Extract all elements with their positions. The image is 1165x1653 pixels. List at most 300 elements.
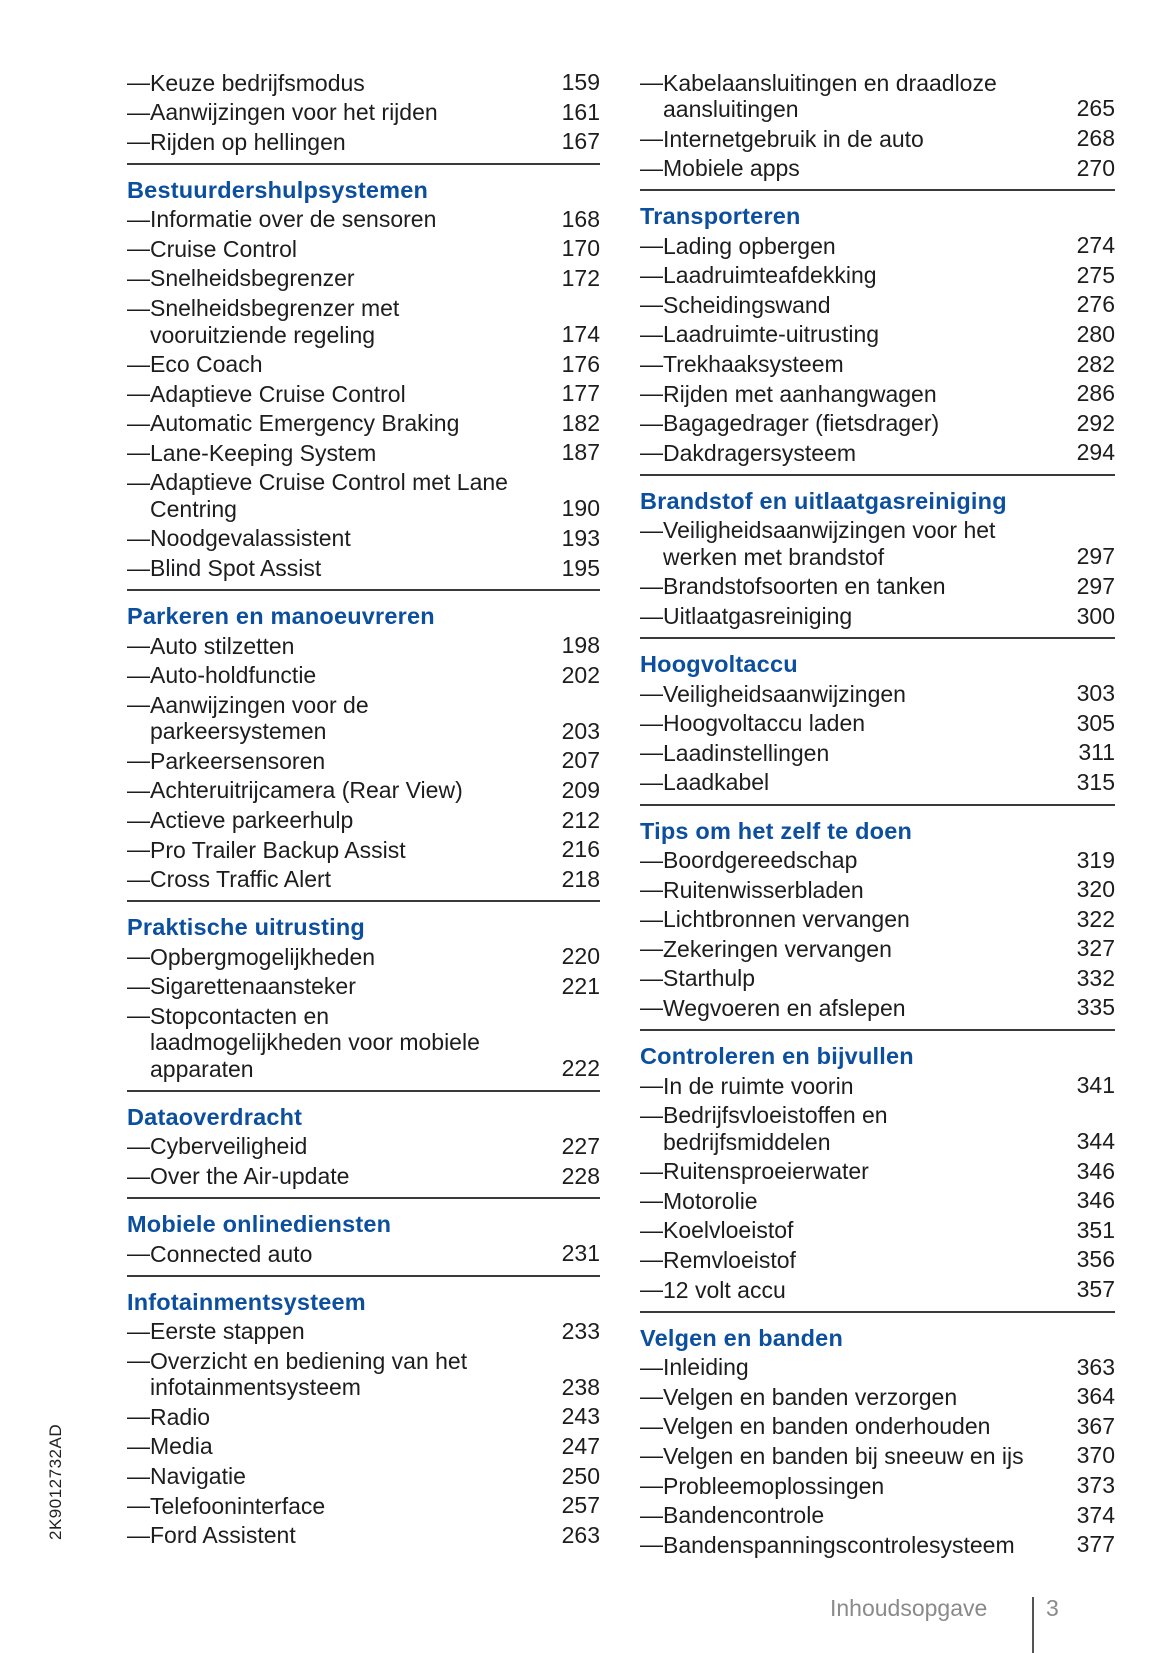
toc-entry[interactable]: [640, 1275, 1115, 1305]
dash-bullet: —: [640, 1246, 663, 1273]
dash-bullet: —: [127, 1162, 150, 1189]
toc-entry-page: 311: [1078, 739, 1115, 766]
toc-entry-page: 274: [1076, 232, 1115, 259]
toc-entry[interactable]: [640, 320, 1115, 350]
dash-bullet: —: [127, 350, 150, 377]
toc-entry-label: Cyberveiligheid: [150, 1133, 308, 1160]
toc-entry[interactable]: [640, 768, 1115, 798]
toc-entry-label: Ruitensproeierwater: [663, 1158, 869, 1185]
toc-entry-page: 341: [1076, 1072, 1115, 1099]
toc-entry-label: Lading opbergen: [663, 232, 836, 259]
dash-bullet: —: [640, 516, 663, 543]
toc-entry[interactable]: [127, 1521, 600, 1551]
toc-entry[interactable]: [127, 1491, 600, 1521]
toc-entry-label: Bagagedrager (fietsdrager): [663, 410, 940, 437]
toc-entry[interactable]: [640, 1186, 1115, 1216]
toc-entry-label-wrap: [640, 905, 910, 935]
dash-bullet: —: [127, 1432, 150, 1459]
toc-entry[interactable]: [127, 98, 600, 128]
toc-entry[interactable]: [127, 264, 600, 294]
toc-entry-label-wrap: [127, 409, 459, 439]
section-heading[interactable]: Dataoverdracht: [127, 1103, 303, 1130]
toc-entry-label-wrap: [127, 1132, 307, 1162]
toc-entry-label: Sigarettenaansteker: [150, 973, 356, 1000]
toc-entry-label: Automatic Emergency Braking: [150, 410, 460, 437]
toc-entry-page: 297: [1076, 572, 1115, 599]
toc-section: [640, 1041, 1115, 1313]
toc-entry[interactable]: [127, 350, 600, 380]
dash-bullet: —: [127, 1132, 150, 1159]
toc-entry[interactable]: [127, 1239, 600, 1269]
section-heading[interactable]: Praktische uitrusting: [127, 914, 365, 941]
toc-entry[interactable]: [640, 602, 1115, 632]
toc-entry-label: Lichtbronnen vervangen: [663, 906, 910, 933]
toc-entry-label: Bedrijfsvloeistoffen en bedrijfsmiddelen: [663, 1102, 888, 1155]
toc-entry-label: Telefooninterface: [150, 1492, 326, 1519]
toc-entry-label-wrap: [127, 524, 351, 554]
dash-bullet: —: [127, 747, 150, 774]
dash-bullet: —: [127, 380, 150, 407]
dash-bullet: —: [640, 572, 663, 599]
toc-entry[interactable]: [640, 261, 1115, 291]
toc-entry-page: 292: [1076, 409, 1115, 436]
toc-entry-label: Aanwijzingen voor de parkeersystemen: [150, 691, 369, 745]
toc-entry-label-wrap: [640, 438, 856, 468]
toc-entry[interactable]: [640, 738, 1115, 768]
toc-entry-label: Koelvloeistof: [663, 1217, 794, 1244]
toc-entry[interactable]: [640, 1412, 1115, 1442]
toc-entry[interactable]: [127, 972, 600, 1002]
toc-entry[interactable]: [127, 806, 600, 836]
toc-entry-label: Internetgebruik in de auto: [663, 125, 924, 152]
toc-entry-page: 263: [561, 1521, 600, 1548]
section-heading[interactable]: Velgen en banden: [640, 1324, 843, 1351]
dash-bullet: —: [640, 905, 663, 932]
toc-entry-label-wrap: [127, 942, 375, 972]
toc-entry-label-wrap: [640, 572, 946, 602]
toc-entry[interactable]: [640, 1101, 1115, 1157]
toc-entry[interactable]: [127, 1132, 600, 1162]
toc-entry-page: 170: [561, 235, 600, 262]
toc-entry-page: 327: [1076, 935, 1115, 962]
toc-entry[interactable]: [127, 409, 600, 439]
toc-entry-label-wrap: [127, 554, 321, 584]
toc-entry[interactable]: [127, 294, 600, 350]
toc-entry-label: Laadruimte-uitrusting: [663, 321, 880, 348]
toc-entry-page: 346: [1076, 1187, 1115, 1214]
toc-entry-label-wrap: [127, 350, 263, 380]
dash-bullet: —: [127, 128, 150, 155]
toc-entry[interactable]: [127, 942, 600, 972]
dash-bullet: —: [640, 709, 663, 736]
toc-entry-label: Rijden met aanhangwagen: [663, 380, 937, 407]
toc-entry-page: 364: [1076, 1383, 1115, 1410]
toc-entry-label-wrap: [127, 1432, 213, 1462]
section-heading[interactable]: Mobiele onlinediensten: [127, 1211, 392, 1238]
toc-entry[interactable]: [127, 1346, 600, 1402]
toc-entry-label-wrap: [640, 1441, 1024, 1471]
dash-bullet: —: [127, 1492, 150, 1519]
toc-entry-label-wrap: [127, 264, 355, 294]
toc-entry[interactable]: [640, 934, 1115, 964]
toc-entry-label: Auto-holdfunctie: [150, 662, 317, 689]
toc-entry[interactable]: [127, 1001, 600, 1084]
toc-entry-label-wrap: [640, 1501, 824, 1531]
toc-entry-label: Bandenspanningscontrolesysteem: [663, 1531, 1015, 1558]
dash-bullet: —: [640, 439, 663, 466]
toc-section: [127, 1287, 600, 1557]
dash-bullet: —: [640, 602, 663, 629]
toc-entry[interactable]: [127, 746, 600, 776]
toc-entry-label-wrap: [640, 409, 939, 439]
toc-entry-label-wrap: [127, 835, 406, 865]
toc-entry-page: 363: [1076, 1353, 1115, 1380]
dash-bullet: —: [127, 1002, 150, 1029]
toc-entry-label-wrap: [640, 231, 836, 261]
toc-entry-label: Aanwijzingen voor het rijden: [150, 99, 438, 126]
toc-entry-label-wrap: [127, 294, 399, 350]
toc-entry-label: Veiligheidsaanwijzingen voor het werken met brandstof: [663, 517, 996, 570]
toc-entry-label-wrap: [127, 1491, 325, 1521]
dash-bullet: —: [127, 205, 150, 232]
toc-section: [640, 649, 1115, 805]
toc-entry[interactable]: [127, 127, 600, 157]
toc-entry-label: Brandstofsoorten en tanken: [663, 573, 946, 600]
toc-entry-page: 282: [1076, 350, 1115, 377]
toc-entry-page: 357: [1076, 1276, 1115, 1303]
toc-entry-label-wrap: [640, 1353, 749, 1383]
dash-bullet: —: [640, 1353, 663, 1380]
toc-entry-page: 247: [561, 1432, 600, 1459]
toc-entry-page: 222: [561, 1055, 600, 1082]
toc-entry[interactable]: [640, 438, 1115, 468]
toc-section: [640, 816, 1115, 1032]
dash-bullet: —: [640, 409, 663, 436]
toc-entry[interactable]: [127, 835, 600, 865]
toc-entry-label-wrap: [640, 124, 924, 154]
toc-entry-label-wrap: [127, 1402, 210, 1432]
toc-entry-label: Velgen en banden verzorgen: [663, 1383, 958, 1410]
toc-entry[interactable]: [127, 468, 600, 524]
toc-entry-page: 220: [561, 943, 600, 970]
dash-bullet: —: [640, 1101, 663, 1128]
toc-entry-page: 300: [1076, 602, 1115, 629]
dash-bullet: —: [127, 836, 150, 863]
toc-entry[interactable]: [640, 68, 1115, 124]
dash-bullet: —: [640, 1531, 663, 1558]
toc-entry-page: 297: [1076, 543, 1115, 570]
toc-entry-label-wrap: [640, 1530, 1015, 1560]
dash-bullet: —: [640, 320, 663, 347]
dash-bullet: —: [640, 1442, 663, 1469]
dash-bullet: —: [640, 1216, 663, 1243]
toc-entry-label: Snelheidsbegrenzer: [150, 265, 355, 292]
toc-entry[interactable]: [640, 124, 1115, 154]
section-heading[interactable]: Controleren en bijvullen: [640, 1043, 914, 1070]
toc-entry-label: Parkeersensoren: [150, 747, 326, 774]
page-number: 3: [1046, 1595, 1059, 1621]
toc-entry-label: Kabelaansluitingen en draadloze aansluitingen: [663, 69, 997, 122]
dash-bullet: —: [127, 865, 150, 892]
toc-entry-label: Velgen en banden bij sneeuw en ijs: [663, 1442, 1024, 1469]
toc-entry-page: 268: [1076, 125, 1115, 151]
toc-entry[interactable]: [127, 438, 600, 468]
section-heading[interactable]: Tips om het zelf te doen: [640, 817, 913, 844]
dash-bullet: —: [640, 739, 663, 766]
toc-entry-label-wrap: [127, 1462, 246, 1492]
toc-entry[interactable]: [640, 409, 1115, 439]
dash-bullet: —: [127, 524, 150, 551]
toc-entry-label-wrap: [640, 1275, 786, 1305]
toc-entry-label: Adaptieve Cruise Control met Lane Centring: [150, 469, 508, 522]
toc-section: [127, 175, 600, 591]
toc-entry-label-wrap: [640, 320, 879, 350]
section-heading[interactable]: Parkeren en manoeuvreren: [127, 603, 435, 630]
toc-entry-label-wrap: [127, 468, 508, 524]
toc-entry[interactable]: [640, 1071, 1115, 1101]
toc-entry[interactable]: [127, 776, 600, 806]
toc-entry-label-wrap: [640, 261, 877, 291]
toc-entry-page: 176: [561, 350, 600, 377]
toc-entry[interactable]: [640, 1441, 1115, 1471]
toc-entry-label: Laadruimteafdekking: [663, 262, 877, 289]
dash-bullet: —: [127, 439, 150, 466]
toc-entry[interactable]: [127, 1317, 600, 1347]
toc-entry-page: 332: [1076, 964, 1115, 991]
toc-entry-label: Keuze bedrijfsmodus: [150, 69, 365, 96]
toc-entry-label-wrap: [640, 709, 865, 739]
dash-bullet: —: [640, 768, 663, 795]
section-heading[interactable]: Infotainmentsysteem: [127, 1288, 366, 1315]
toc-entry-page: 315: [1076, 768, 1115, 795]
toc-entry-label-wrap: [127, 776, 463, 806]
toc-entry-page: 182: [561, 409, 600, 436]
toc-entry-page: 303: [1076, 680, 1115, 707]
toc-entry-label-wrap: [127, 1317, 305, 1347]
toc-entry-label: Connected auto: [150, 1240, 313, 1267]
toc-entry-label: Actieve parkeerhulp: [150, 807, 354, 833]
toc-entry-label-wrap: [640, 1382, 957, 1412]
toc-entry-page: 209: [561, 776, 600, 803]
toc-entry-label: Media: [150, 1433, 213, 1460]
toc-entry[interactable]: [127, 661, 600, 691]
toc-entry-page: 275: [1076, 261, 1115, 288]
footer-divider: [1032, 1597, 1034, 1653]
toc-entry-page: 280: [1076, 320, 1115, 347]
dash-bullet: —: [640, 935, 663, 962]
toc-entry-label-wrap: [640, 679, 906, 709]
toc-entry-page: 177: [561, 380, 600, 407]
toc-entry-label: Zekeringen vervangen: [663, 935, 892, 962]
dash-bullet: —: [640, 1187, 663, 1214]
toc-entry-label-wrap: [640, 68, 997, 124]
toc-entry[interactable]: [640, 1245, 1115, 1275]
toc-entry-label-wrap: [127, 661, 316, 691]
toc-entry[interactable]: [640, 516, 1115, 572]
toc-entry[interactable]: [127, 1462, 600, 1492]
toc-entry[interactable]: [640, 1216, 1115, 1246]
toc-entry[interactable]: [640, 1530, 1115, 1560]
dash-bullet: —: [127, 943, 150, 970]
toc-entry[interactable]: [127, 554, 600, 584]
toc-entry[interactable]: [640, 905, 1115, 935]
toc-entry-label-wrap: [127, 1001, 480, 1084]
toc-entry-label: Overzicht en bediening van het infotainmentsysteem: [150, 1347, 468, 1401]
toc-entry-page: 344: [1076, 1128, 1115, 1155]
toc-entry-label: Cross Traffic Alert: [150, 866, 332, 893]
toc-entry-label: Adaptieve Cruise Control: [150, 380, 406, 407]
toc-entry-label: Ruitenwisserbladen: [663, 876, 864, 903]
toc-entry-label-wrap: [640, 1412, 990, 1442]
toc-entry[interactable]: [127, 205, 600, 235]
toc-section: [640, 486, 1115, 639]
toc-column-right: [640, 68, 1115, 1576]
toc-entry-label-wrap: [640, 1216, 793, 1246]
toc-entry-page: 374: [1076, 1501, 1115, 1528]
toc-entry-label: Remvloeistof: [663, 1246, 796, 1273]
dash-bullet: —: [127, 69, 150, 95]
toc-entry[interactable]: [640, 993, 1115, 1023]
dash-bullet: —: [640, 846, 663, 873]
toc-entry-label: 12 volt accu: [663, 1276, 786, 1303]
toc-entry-page: 174: [561, 320, 600, 347]
toc-entry-label: Trekhaaksysteem: [663, 351, 844, 378]
dash-bullet: —: [640, 69, 663, 95]
toc-entry-page: 212: [561, 806, 600, 833]
toc-entry-page: 373: [1076, 1472, 1115, 1498]
toc-entry-page: 370: [1076, 1442, 1115, 1469]
toc-entry-page: 265: [1076, 95, 1115, 122]
toc-entry-label-wrap: [640, 379, 937, 409]
toc-entry[interactable]: [127, 865, 600, 895]
toc-entry-page: 356: [1076, 1246, 1115, 1273]
dash-bullet: —: [640, 125, 663, 151]
toc-section: [127, 912, 600, 1092]
dash-bullet: —: [640, 876, 663, 903]
dash-bullet: —: [640, 680, 663, 707]
toc-section: [640, 68, 1115, 191]
toc-entry[interactable]: [640, 1157, 1115, 1187]
dash-bullet: —: [640, 261, 663, 288]
toc-entry[interactable]: [640, 379, 1115, 409]
toc-entry[interactable]: [127, 1402, 600, 1432]
toc-entry-label-wrap: [127, 746, 325, 776]
toc-entry[interactable]: [640, 846, 1115, 876]
toc-entry-label-wrap: [640, 993, 906, 1023]
dash-bullet: —: [127, 1347, 150, 1374]
toc-entry-label: Navigatie: [150, 1463, 246, 1490]
toc-entry-label: Pro Trailer Backup Assist: [150, 836, 406, 863]
dash-bullet: —: [127, 1462, 150, 1489]
toc-entry[interactable]: [640, 1382, 1115, 1412]
toc-entry[interactable]: [640, 290, 1115, 320]
toc-entry[interactable]: [640, 572, 1115, 602]
toc-entry[interactable]: [127, 234, 600, 264]
toc-entry[interactable]: [127, 631, 600, 661]
toc-entry[interactable]: [640, 350, 1115, 380]
dash-bullet: —: [640, 380, 663, 407]
dash-bullet: —: [127, 235, 150, 262]
toc-entry-label: Eco Coach: [150, 351, 263, 378]
toc-entry-label: Scheidingswand: [663, 291, 831, 318]
toc-column-left: [127, 68, 600, 1566]
dash-bullet: —: [127, 632, 150, 659]
toc-entry[interactable]: [640, 154, 1115, 184]
dash-bullet: —: [640, 1501, 663, 1528]
toc-entry-label-wrap: [127, 98, 438, 128]
toc-entry-label-wrap: [127, 972, 356, 1002]
toc-entry-page: 243: [561, 1403, 600, 1430]
toc-entry[interactable]: [127, 1432, 600, 1462]
toc-entry-label: Motorolie: [663, 1187, 758, 1214]
toc-entry[interactable]: [127, 690, 600, 746]
dash-bullet: —: [127, 661, 150, 688]
toc-entry-page: 198: [561, 632, 600, 659]
toc-entry-label: Velgen en banden onderhouden: [663, 1413, 991, 1440]
toc-entry-label-wrap: [127, 234, 297, 264]
dash-bullet: —: [127, 1240, 150, 1267]
toc-entry[interactable]: [640, 1471, 1115, 1501]
section-heading[interactable]: Brandstof en uitlaatgasreiniging: [640, 487, 1007, 514]
toc-entry-label-wrap: [127, 379, 406, 409]
toc-entry[interactable]: [127, 379, 600, 409]
toc-entry[interactable]: [640, 679, 1115, 709]
toc-entry[interactable]: [640, 1501, 1115, 1531]
toc-entry-label-wrap: [127, 1346, 467, 1402]
toc-entry[interactable]: [640, 964, 1115, 994]
toc-entry-label: Inleiding: [663, 1354, 749, 1381]
toc-entry[interactable]: [640, 709, 1115, 739]
toc-entry[interactable]: [640, 1353, 1115, 1383]
dash-bullet: —: [127, 409, 150, 436]
dash-bullet: —: [640, 964, 663, 991]
toc-entry-page: 286: [1076, 380, 1115, 407]
toc-entry-label-wrap: [640, 350, 844, 380]
toc-entry[interactable]: [127, 524, 600, 554]
toc-entry[interactable]: [640, 231, 1115, 261]
toc-entry-label-wrap: [640, 738, 829, 768]
toc-entry-label: Noodgevalassistent: [150, 525, 351, 552]
toc-entry-label: Stopcontacten en laadmogelijkheden voor mobiele apparaten: [150, 1002, 480, 1082]
toc-entry-label: Opbergmogelijkheden: [150, 943, 376, 970]
toc-entry[interactable]: [640, 875, 1115, 905]
toc-entry-label: Lane-Keeping System: [150, 439, 377, 466]
toc-entry-label-wrap: [640, 1157, 869, 1187]
dash-bullet: —: [127, 264, 150, 291]
dash-bullet: —: [640, 1276, 663, 1303]
toc-section: [127, 68, 600, 165]
toc-entry-page: 276: [1076, 291, 1115, 318]
section-heading[interactable]: Hoogvoltaccu: [640, 651, 798, 678]
toc-entry[interactable]: [127, 1162, 600, 1192]
toc-entry-label-wrap: [127, 1521, 296, 1551]
toc-entry-label-wrap: [640, 1186, 758, 1216]
toc-entry-page: 161: [561, 98, 600, 125]
toc-entry-page: 346: [1076, 1157, 1115, 1184]
toc-entry-label-wrap: [127, 1239, 312, 1269]
dash-bullet: —: [127, 294, 150, 321]
toc-entry[interactable]: [127, 68, 600, 98]
toc-entry-label: Probleemoplossingen: [663, 1472, 885, 1499]
toc-entry-label-wrap: [127, 1162, 349, 1192]
section-heading[interactable]: Bestuurdershulpsystemen: [127, 176, 429, 203]
section-heading[interactable]: Transporteren: [640, 203, 801, 230]
toc-entry-label-wrap: [640, 934, 892, 964]
toc-section: [127, 1209, 600, 1277]
toc-entry-label: Veiligheidsaanwijzingen: [663, 680, 906, 707]
dash-bullet: —: [127, 468, 150, 495]
dash-bullet: —: [640, 1412, 663, 1439]
